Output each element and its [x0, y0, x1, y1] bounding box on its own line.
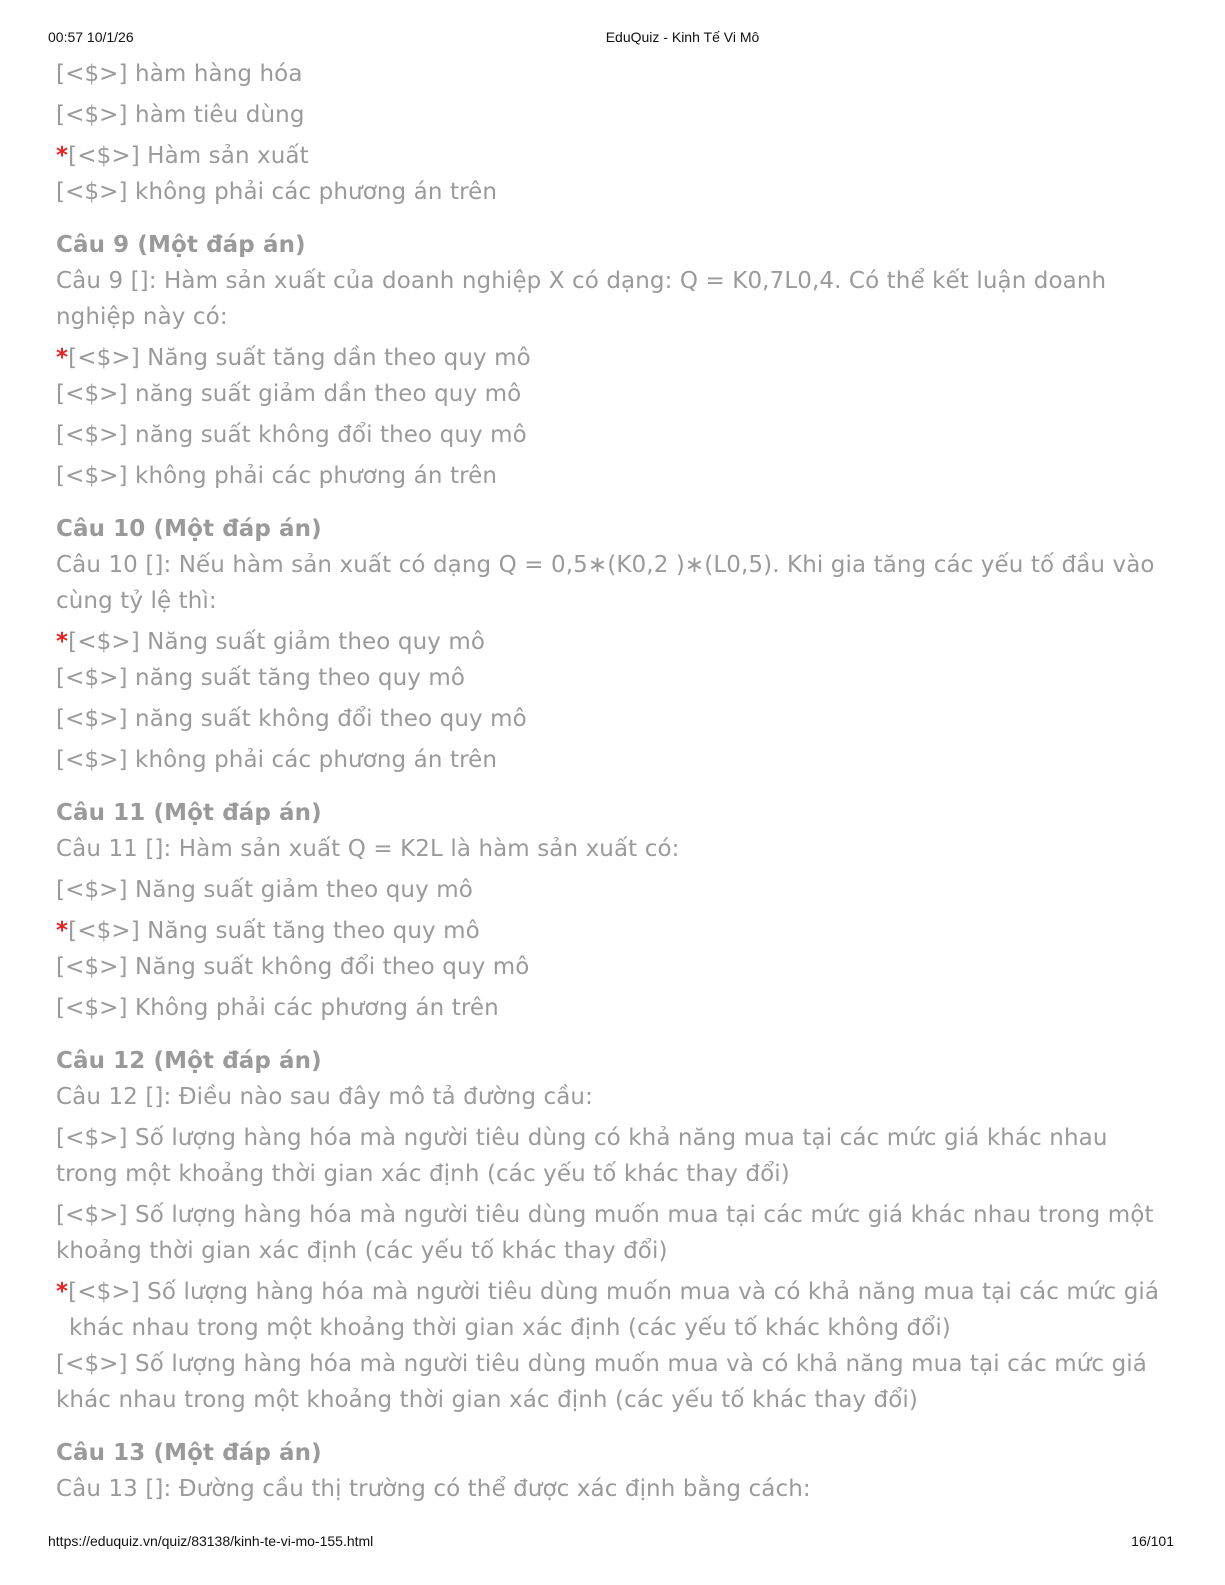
- answer-option: [<$>] năng suất giảm dần theo quy mô: [56, 381, 522, 407]
- answer-option-correct: *[<$>] Số lượng hàng hóa mà người tiêu dùng muốn mua và có khả năng mua tại các mức giá khác nhau trong một khoảng thời gian xác định (các yếu tố khác không đổi): [56, 1279, 1160, 1341]
- question-block: [56, 227, 1176, 494]
- question-block: [56, 795, 1176, 1026]
- print-footer: [0, 1533, 1225, 1555]
- question-title: Câu 10 (Một đáp án): [56, 516, 322, 542]
- question-text: Câu 11 []: Hàm sản xuất Q = K2L là hàm sản xuất có:: [56, 836, 680, 862]
- correct-marker: *: [56, 345, 69, 371]
- answer-option: [<$>] Năng suất không đổi theo quy mô: [56, 954, 530, 980]
- answer-option: [<$>] Không phải các phương án trên: [56, 995, 499, 1021]
- question-title: Câu 11 (Một đáp án): [56, 800, 322, 826]
- print-datetime: 00:57 10/1/26: [48, 29, 134, 45]
- question-title: Câu 9 (Một đáp án): [56, 232, 306, 258]
- question-text: Câu 9 []: Hàm sản xuất của doanh nghiệp X có dạng: Q = K0,7L0,4. Có thể kết luận doanh nghiệp này có:: [56, 268, 1107, 330]
- question-text: Câu 13 []: Đường cầu thị trường có thể được xác định bằng cách:: [56, 1476, 811, 1502]
- answer-option: [<$>] hàm hàng hóa: [56, 61, 303, 87]
- answer-option: [<$>] không phải các phương án trên: [56, 747, 498, 773]
- print-title: EduQuiz - Kinh Tế Vi Mô: [605, 29, 760, 45]
- answer-option: [<$>] Số lượng hàng hóa mà người tiêu dùng muốn mua và có khả năng mua tại các mức giá khác nhau trong một khoảng thời gian xác định (các yếu tố khác thay đổi): [56, 1351, 1147, 1413]
- quiz-content: [56, 56, 1176, 1512]
- correct-marker: *: [56, 918, 69, 944]
- question-title: Câu 12 (Một đáp án): [56, 1048, 322, 1074]
- question-title: Câu 13 (Một đáp án): [56, 1440, 322, 1466]
- question-text: Câu 10 []: Nếu hàm sản xuất có dạng Q = 0,5∗(K0,2 )∗(L0,5). Khi gia tăng các yếu tố đầu vào cùng tỷ lệ thì:: [56, 552, 1155, 614]
- page-url: https://eduquiz.vn/quiz/83138/kinh-te-vi-mo-155.html: [48, 1533, 374, 1549]
- correct-marker: *: [56, 1279, 69, 1305]
- answer-option-correct: *[<$>] Năng suất tăng dần theo quy mô: [56, 345, 531, 371]
- answer-option: [<$>] năng suất không đổi theo quy mô: [56, 706, 527, 732]
- answer-option-correct: *[<$>] Năng suất tăng theo quy mô: [56, 918, 480, 944]
- answer-option: [<$>] năng suất không đổi theo quy mô: [56, 422, 527, 448]
- print-header: [0, 29, 1225, 51]
- question-block: [56, 511, 1176, 778]
- page-number: 16/101: [1131, 1533, 1174, 1549]
- answer-option-correct: *[<$>] Hàm sản xuất: [56, 143, 309, 169]
- answer-option: [<$>] không phải các phương án trên: [56, 463, 498, 489]
- answer-option: [<$>] Số lượng hàng hóa mà người tiêu dùng muốn mua tại các mức giá khác nhau trong một khoảng thời gian xác định (các yếu tố khác thay đổi): [56, 1202, 1154, 1264]
- previous-question-options: [56, 56, 1176, 210]
- correct-marker: *: [56, 143, 69, 169]
- answer-option: [<$>] Năng suất giảm theo quy mô: [56, 877, 473, 903]
- question-block: [56, 1043, 1176, 1418]
- answer-option: [<$>] Số lượng hàng hóa mà người tiêu dùng có khả năng mua tại các mức giá khác nhau trong một khoảng thời gian xác định (các yếu tố khác thay đổi): [56, 1125, 1108, 1187]
- answer-option: [<$>] hàm tiêu dùng: [56, 102, 305, 128]
- answer-option: [<$>] không phải các phương án trên: [56, 179, 498, 205]
- correct-marker: *: [56, 629, 69, 655]
- question-text: Câu 12 []: Điều nào sau đây mô tả đường cầu:: [56, 1084, 593, 1110]
- question-block: [56, 1435, 1176, 1507]
- answer-option-correct: *[<$>] Năng suất giảm theo quy mô: [56, 629, 486, 655]
- answer-option: [<$>] năng suất tăng theo quy mô: [56, 665, 466, 691]
